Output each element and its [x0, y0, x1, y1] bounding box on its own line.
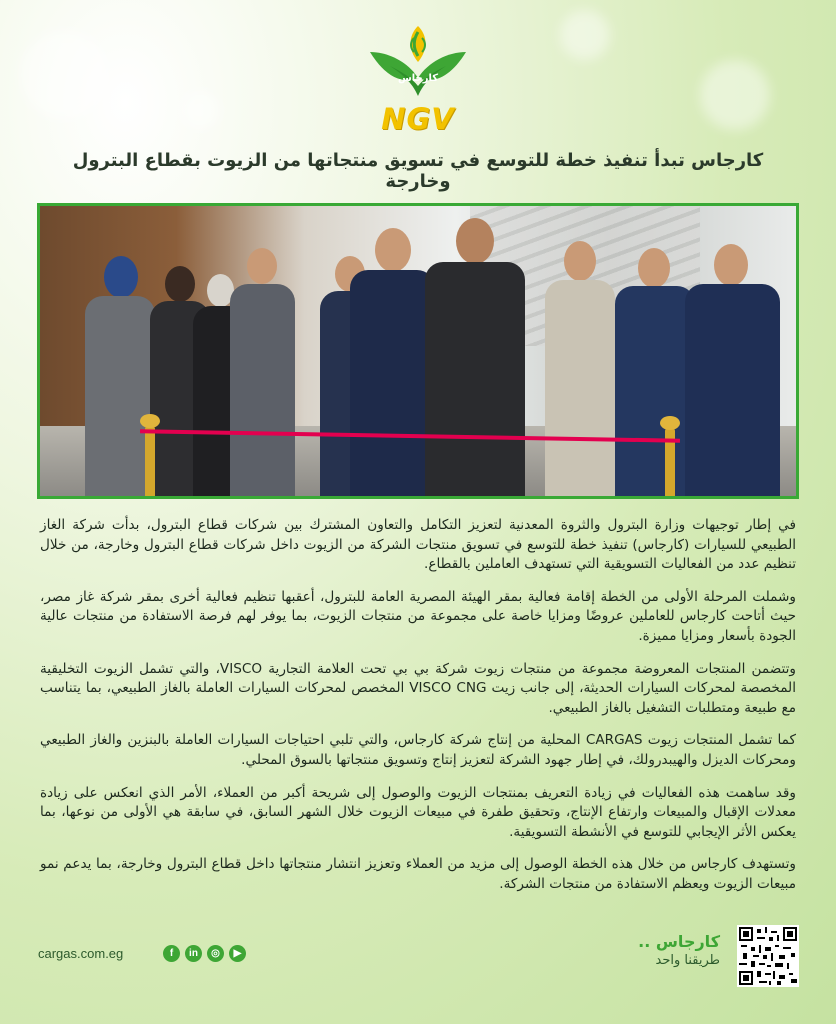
article-paragraph: في إطار توجيهات وزارة البترول والثروة المعدنية لتعزيز التكامل والتعاون المشترك بين شركات قطاع البترول، بدأت شركة الغاز الطبيعي للسيارات (كارجاس) تنفيذ خطة للتوسع في تسويق منتجات الشركة من الزيوت داخل شركات قطاع البترول وخارجة، من خلال تنظيم عدد من الفعاليات التسويقية التي تستهدف العاملين بالقطاع. — [40, 517, 796, 573]
article-body — [40, 516, 796, 908]
slogan — [620, 932, 720, 968]
article-paragraph: وتتضمن المنتجات المعروضة مجموعة من منتجات زيوت شركة بي بي تحت العلامة التجارية VISCO، والتي تشمل الزيوت التخليقية المخصصة لمحركات السيارات الحديثة، إلى جانب زيت VISCO CNG المخصص لمحركات السيارات العاملة بالغاز الطبيعي، بما يتناسب مع طبيعة ومتطلبات التشغيل بالغاز الطبيعي. — [40, 660, 796, 716]
social-links — [163, 945, 246, 962]
youtube-icon[interactable]: ▶ — [229, 945, 246, 962]
logo-ngv-text: NGV — [381, 102, 455, 136]
article-paragraph: كما تشمل المنتجات زيوت CARGAS المحلية من إنتاج شركة كارجاس، والتي تلبي احتياجات السيارات العاملة بالبنزين والغاز الطبيعي ومحركات الديزل والهيبدرولك، في إطار جهود الشركة لتعزيز إنتاج وتسويق منتجاتها بالسوق المحلي. — [40, 732, 796, 768]
ribbon-cutting-photo — [37, 203, 799, 499]
ngv-logo — [368, 22, 468, 134]
linkedin-icon[interactable]: in — [185, 945, 202, 962]
facebook-icon[interactable]: f — [163, 945, 180, 962]
slogan-line-2: طريقنا واحد — [655, 953, 720, 968]
article-paragraph: وتستهدف كارجاس من خلال هذه الخطة الوصول إلى مزيد من العملاء وتعزيز انتشار منتجاتها داخل قطاع البترول وخارجة، بما يدعم نمو مبيعات الزيوت ويعظم الاستفادة من منتجات الشركة. — [40, 856, 796, 892]
page-title: كارجاس تبدأ تنفيذ خطة للتوسع في تسويق منتجاتها من الزيوت بقطاع البترول وخارجة — [72, 150, 764, 192]
article-paragraph: وشملت المرحلة الأولى من الخطة إقامة فعالية بمقر الهيئة المصرية العامة للبترول، أعقبها تنظيم فعالية أخرى بمقر شركة غاز مصر، حيث أتاحت كارجاس للعاملين عروضًا ومزايا خاصة على مجموعة من منتجات الزيوت، بما يوفر لهم فرصة الاستفادة من منتجات عالية الجودة بأسعار ومزايا مميزة. — [40, 588, 796, 644]
leaf-logo-icon — [368, 22, 468, 102]
instagram-icon[interactable]: ◎ — [207, 945, 224, 962]
article-paragraph: وقد ساهمت هذه الفعاليات في زيادة التعريف بمنتجات الزيوت والوصول إلى شريحة أكبر من العملاء، الأمر الذي انعكس على زيادة معدلات الإقبال والمبيعات وارتفاع الإنتاج، وتحقيق طفرة في مبيعات الزيوت خلال الشهر السابق، في سابقة هي الأولى من نوعها، بما يعكس الأثر الإيجابي للتوسع في الأنشطة التسويقية. — [40, 784, 796, 840]
qr-code-icon — [739, 927, 797, 985]
logo-arabic-text: كارجاس — [397, 73, 439, 84]
qr-code[interactable] — [737, 925, 799, 987]
website-link[interactable]: cargas.com.eg — [38, 946, 124, 961]
slogan-line-1: كارجاس .. — [638, 932, 720, 951]
